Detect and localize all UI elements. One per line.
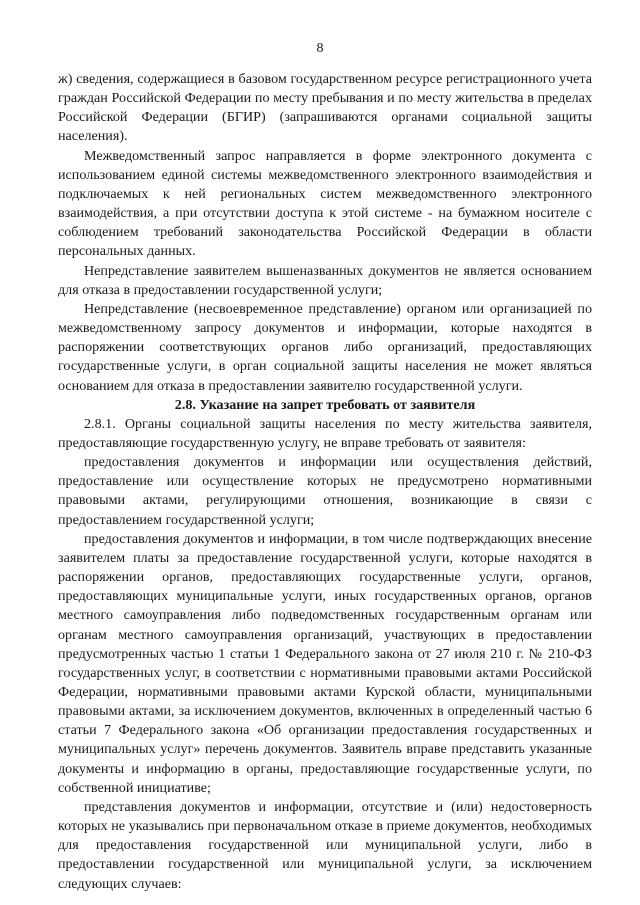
paragraph-non-submission-organ: Непредставление (несвоевременное представление) органом или организацией по межведомственному запросу документов и информации, которые находятся в распоряжении соответствующих органов либо организаций, предоставляющих государственные услуги, в орган социальной защиты населения не может являться основанием для отказа в предоставлении заявителю государственной услуги. bbox=[58, 300, 592, 394]
paragraph-interagency-request: Межведомственный запрос направляется в форме электронного документа с использованием единой системы межведомственного электронного взаимодействия и подключаемых к ней региональных систем межведомственного электронного взаимодействия, а при отсутствии доступа к этой системе - на бумажном носителе с соблюдением требований законодательства Российской Федерации в области персональных данных. bbox=[58, 147, 592, 260]
paragraph-2-8-1: 2.8.1. Органы социальной защиты населения по месту жительства заявителя, предоставляющие государственную услугу, не вправе требовать от заявителя: bbox=[58, 415, 592, 451]
paragraph-item-zh: ж) сведения, содержащиеся в базовом государственном ресурсе регистрационного учета граждан Российской Федерации по месту пребывания и по месту жительства в пределах Российской Федерации (БГИР) (запрашиваются органами социальной защиты населения). bbox=[58, 71, 592, 145]
paragraph-non-submission-applicant: Непредставление заявителем вышеназванных документов не является основанием для отказа в предоставлении государственной услуги; bbox=[58, 262, 592, 298]
paragraph-list-item-documents: предоставления документов и информации, в том числе подтверждающих внесение заявителем платы за предоставление государственной услуги, которые находятся в распоряжении органов, предоставляющих государственные услуги, органов, предоставляющих муниципальные услуги, иных государственных органов, органов местного самоуправления либо подведомственных государственным органам или органам местного самоуправления организаций, участвующих в предоставлении предусмотренных частью 1 статьи 1 Федерального закона от 27 июля 210 г. № 210-ФЗ государственных услуг, в соответствии с нормативными правовыми актами Российской Федерации, нормативными правовыми актами Курской области, муниципальными правовыми актами, за исключением документов, включенных в определенный частью 6 статьи 7 Федерального закона «Об организации предоставления государственных и муниципальных услуг» перечень документов. Заявитель вправе представить указанные документы и информацию в органы, предоставляющие государственные услуги, по собственной инициативе; bbox=[58, 530, 592, 796]
page-number: 8 bbox=[316, 41, 324, 56]
section-heading: 2.8. Указание на запрет требовать от заявителя bbox=[174, 396, 476, 413]
document-body bbox=[58, 70, 592, 894]
paragraph-list-item-refusal: представления документов и информации, отсутствие и (или) недостоверность которых не указывались при первоначальном отказе в приеме документов, необходимых для предоставления государственной или муниципальной услуги, либо в предоставлении государственной или муниципальной услуги, за исключением следующих случаев: bbox=[58, 798, 592, 892]
paragraph-list-item-actions: предоставления документов и информации или осуществления действий, предоставление или осуществление которых не предусмотрено нормативными правовыми актами, регулирующими отношения, возникающие в связи с предоставлением государственной услуги; bbox=[58, 454, 592, 528]
